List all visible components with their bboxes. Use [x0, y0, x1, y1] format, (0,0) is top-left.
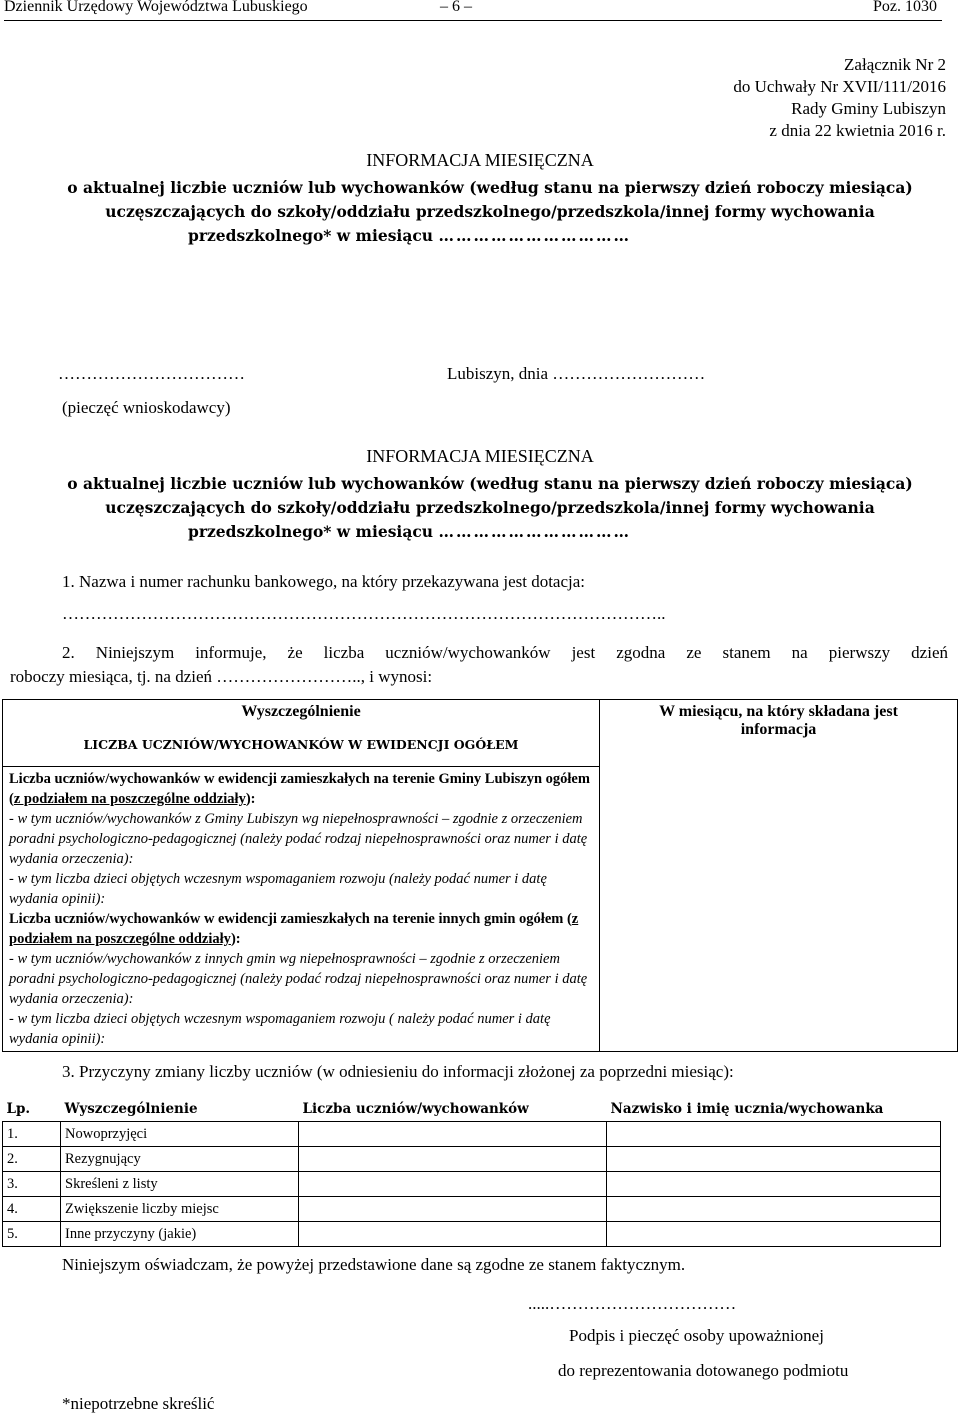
row-number: 3. [3, 1172, 61, 1197]
signature-label: do reprezentowania dotowanego podmiotu [558, 1361, 849, 1380]
group-title: Liczba uczniów/wychowanków w ewidencji zamieszkałych na terenie innych gmin ogółem (z podziałem na poszczególne oddziały): [9, 911, 579, 947]
table-row [3, 1147, 941, 1172]
section3-text: 3. Przyczyny zmiany liczby uczniów (w odniesieniu do informacji złożonej za poprzedni miesiąc): [62, 1062, 734, 1081]
list-item: - w tym liczba dzieci objętych wczesnym wspomaganiem rozwoju (należy podać numer i datę wydania opinii): [9, 871, 547, 907]
group-title: Liczba uczniów/wychowanków w ewidencji zamieszkałych na terenie Gminy Lubiszyn ogółem (z podziałem na poszczególne oddziały): [9, 771, 590, 807]
table-row [3, 1222, 941, 1247]
column-header: W miesiącu, na który składana jest informacja [659, 703, 898, 738]
month-field[interactable]: …………………………… [438, 522, 631, 541]
month-value-cell[interactable] [600, 700, 958, 1052]
names-cell[interactable] [607, 1222, 941, 1247]
date-field[interactable]: ……………………… [552, 364, 706, 383]
column-header: Wyszczególnienie [241, 703, 361, 720]
place-label: Lubiszyn, dnia [447, 364, 549, 383]
journal-title: Dziennik Urzędowy Województwa Lubuskiego [4, 0, 308, 15]
subtitle-line: o aktualnej liczbie uczniów lub wychowanków (według stanu na pierwszy dzień roboczy miesiąca) [67, 474, 913, 493]
row-label: Skreśleni z listy [61, 1172, 299, 1197]
count-cell[interactable] [299, 1197, 607, 1222]
footnote: *niepotrzebne skreślić [62, 1394, 215, 1413]
subtitle-line: uczęszczających do szkoły/oddziału przedszkolnego/przedszkola/innej formy wychowania [105, 202, 875, 221]
signature-label: Podpis i pieczęć osoby upoważnionej [569, 1326, 824, 1345]
stamp-dots[interactable]: …………………………… [58, 364, 245, 383]
count-cell[interactable] [299, 1122, 607, 1147]
column-header: Wyszczególnienie [61, 1097, 299, 1122]
section2-line1: 2. Niniejszym informuje, że liczba uczniów/wychowanków jest zgodna ze stanem na pierwszy dzień [62, 643, 948, 662]
count-cell[interactable] [299, 1147, 607, 1172]
header-rule [4, 20, 942, 21]
names-cell[interactable] [607, 1147, 941, 1172]
annex-line: z dnia 22 kwietnia 2016 r. [769, 121, 946, 140]
section1-text: 1. Nazwa i numer rachunku bankowego, na który przekazywana jest dotacja: [62, 572, 586, 591]
section2-text: , i wynosi: [360, 667, 433, 686]
row-number: 2. [3, 1147, 61, 1172]
signature-field[interactable]: .....…………………………… [528, 1294, 737, 1313]
section2-text: roboczy miesiąca, tj. na dzień [10, 667, 213, 686]
subtitle-text: przedszkolnego* w miesiącu [188, 522, 434, 541]
row-number: 4. [3, 1197, 61, 1222]
subtitle-line [60, 520, 920, 544]
row-label: Rezygnujący [61, 1147, 299, 1172]
column-header: Lp. [3, 1097, 61, 1122]
names-cell[interactable] [607, 1122, 941, 1147]
place-date [447, 364, 705, 384]
count-cell[interactable] [299, 1222, 607, 1247]
names-cell[interactable] [607, 1172, 941, 1197]
page-header [0, 0, 960, 22]
row-number: 5. [3, 1222, 61, 1247]
student-count-table [2, 699, 958, 1052]
row-label: Nowoprzyjęci [61, 1122, 299, 1147]
list-item: - w tym liczba dzieci objętych wczesnym wspomaganiem rozwoju ( należy podać numer i datę wydania opinii): [9, 1011, 551, 1047]
change-reasons-table [2, 1097, 941, 1247]
section2-line2 [10, 667, 432, 687]
subtitle-line [60, 224, 920, 248]
form-subtitle [60, 472, 920, 544]
total-label: LICZBA UCZNIÓW/WYCHOWANKÓW W EWIDENCJI OGÓŁEM [83, 737, 519, 752]
column-header: Nazwisko i imię ucznia/wychowanka [607, 1097, 941, 1122]
annex-line: do Uchwały Nr XVII/111/2016 [733, 77, 946, 96]
subtitle-line: uczęszczających do szkoły/oddziału przedszkolnego/przedszkola/innej formy wychowania [105, 498, 875, 517]
form-title: INFORMACJA MIESIĘCZNA [366, 446, 594, 466]
form-subtitle-top [60, 176, 920, 248]
subtitle-line: o aktualnej liczbie uczniów lub wychowanków (według stanu na pierwszy dzień roboczy miesiąca) [67, 178, 913, 197]
count-cell[interactable] [299, 1172, 607, 1197]
subtitle-text: przedszkolnego* w miesiącu [188, 226, 434, 245]
position-number: Poz. 1030 [873, 0, 937, 15]
names-cell[interactable] [607, 1197, 941, 1222]
table-row [3, 1122, 941, 1147]
month-field-top[interactable]: …………………………… [438, 226, 631, 245]
form-title-top: INFORMACJA MIESIĘCZNA [366, 150, 594, 170]
row-label: Zwiększenie liczby miejsc [61, 1197, 299, 1222]
annex-line: Rady Gminy Lubiszyn [791, 99, 946, 118]
column-header: Liczba uczniów/wychowanków [299, 1097, 607, 1122]
stamp-label: (pieczęć wnioskodawcy) [62, 398, 231, 417]
table-row [3, 1197, 941, 1222]
row-number: 1. [3, 1122, 61, 1147]
page-number: – 6 – [440, 0, 472, 15]
table-row [3, 1172, 941, 1197]
row-label: Inne przyczyny (jakie) [61, 1222, 299, 1247]
count-date-field[interactable]: …………………….. [216, 667, 361, 686]
list-item: - w tym uczniów/wychowanków z Gminy Lubiszyn wg niepełnosprawności – zgodnie z orzeczeniem poradni psychologiczno-pedagogicznej (należy podać rodzaj niepełnosprawności oraz numer i datę wydania orzeczenia): [9, 811, 588, 867]
bank-account-field[interactable]: …………………………………………………………………………………………….. [62, 604, 666, 623]
declaration-text: Niniejszym oświadczam, że powyżej przedstawione dane są zgodne ze stanem faktycznym. [62, 1255, 686, 1274]
table-header-cell [3, 700, 600, 767]
annex-block [733, 54, 946, 142]
list-item: - w tym uczniów/wychowanków z innych gmin wg niepełnosprawności – zgodnie z orzeczeniem poradni psychologiczno-pedagogicznej (należy podać rodzaj niepełnosprawności oraz numer i datę wydania orzeczenia): [9, 951, 588, 1007]
breakdown-cell [3, 767, 600, 1052]
annex-line: Załącznik Nr 2 [844, 55, 946, 74]
